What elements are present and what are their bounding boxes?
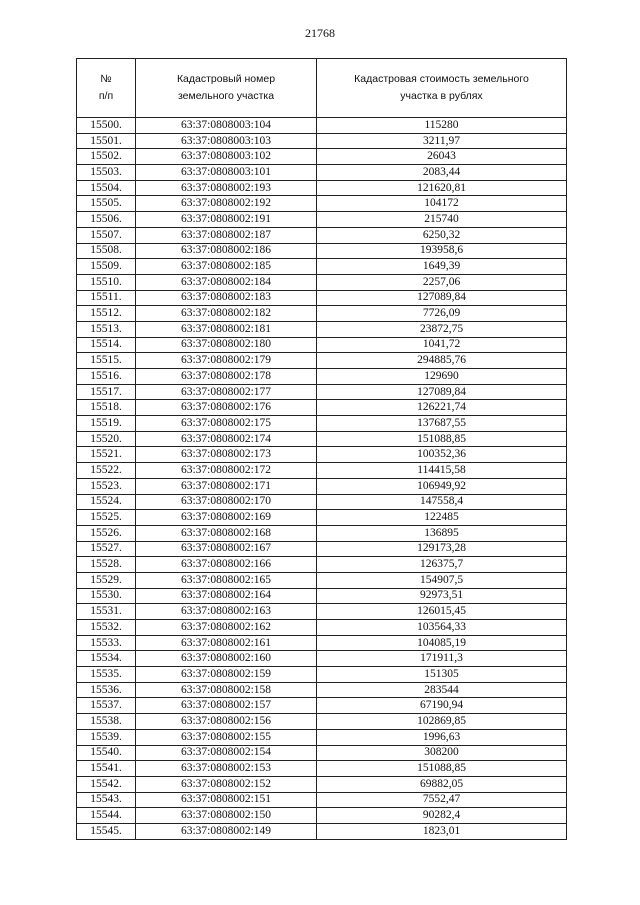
cadastral-value-cell: 283544 bbox=[317, 682, 567, 698]
cadastral-number-cell: 63:37:0808002:169 bbox=[136, 510, 317, 526]
cadastral-number-cell: 63:37:0808002:156 bbox=[136, 714, 317, 730]
table-row bbox=[77, 792, 567, 808]
row-index-cell: 15538. bbox=[77, 714, 136, 730]
table-row bbox=[77, 227, 567, 243]
table-row bbox=[77, 290, 567, 306]
cadastral-value-cell: 126221,74 bbox=[317, 400, 567, 416]
cadastral-value-cell: 193958,6 bbox=[317, 243, 567, 259]
cadastral-value-cell: 1996,63 bbox=[317, 729, 567, 745]
row-index-cell: 15503. bbox=[77, 165, 136, 181]
row-index-cell: 15520. bbox=[77, 431, 136, 447]
table-row bbox=[77, 478, 567, 494]
cadastral-number-cell: 63:37:0808002:181 bbox=[136, 321, 317, 337]
cadastral-number-cell: 63:37:0808002:153 bbox=[136, 761, 317, 777]
cadastral-number-cell: 63:37:0808002:180 bbox=[136, 337, 317, 353]
cadastral-value-cell: 103564,33 bbox=[317, 620, 567, 636]
header-cadastral-number bbox=[136, 59, 317, 118]
cadastral-value-cell: 7552,47 bbox=[317, 792, 567, 808]
table-row bbox=[77, 541, 567, 557]
table-row bbox=[77, 447, 567, 463]
row-index-cell: 15535. bbox=[77, 667, 136, 683]
cadastral-number-cell: 63:37:0808002:158 bbox=[136, 682, 317, 698]
header-cadastral-value-line2: участка в рублях bbox=[400, 90, 483, 102]
table-row bbox=[77, 635, 567, 651]
cadastral-number-cell: 63:37:0808003:103 bbox=[136, 133, 317, 149]
cadastral-number-cell: 63:37:0808002:166 bbox=[136, 557, 317, 573]
cadastral-value-cell: 147558,4 bbox=[317, 494, 567, 510]
cadastral-value-cell: 294885,76 bbox=[317, 353, 567, 369]
row-index-cell: 15527. bbox=[77, 541, 136, 557]
cadastral-number-cell: 63:37:0808002:179 bbox=[136, 353, 317, 369]
header-index bbox=[77, 59, 136, 118]
cadastral-value-cell: 1041,72 bbox=[317, 337, 567, 353]
table-row bbox=[77, 337, 567, 353]
row-index-cell: 15509. bbox=[77, 259, 136, 275]
row-index-cell: 15523. bbox=[77, 478, 136, 494]
table-row bbox=[77, 823, 567, 839]
table-row bbox=[77, 353, 567, 369]
cadastral-value-cell: 126015,45 bbox=[317, 604, 567, 620]
row-index-cell: 15543. bbox=[77, 792, 136, 808]
table-row bbox=[77, 369, 567, 385]
cadastral-value-cell: 69882,05 bbox=[317, 776, 567, 792]
row-index-cell: 15513. bbox=[77, 321, 136, 337]
cadastral-number-cell: 63:37:0808002:171 bbox=[136, 478, 317, 494]
table-row bbox=[77, 196, 567, 212]
table-row bbox=[77, 557, 567, 573]
cadastral-value-cell: 1823,01 bbox=[317, 823, 567, 839]
cadastral-value-cell: 102869,85 bbox=[317, 714, 567, 730]
cadastral-value-cell: 3211,97 bbox=[317, 133, 567, 149]
cadastral-number-cell: 63:37:0808002:151 bbox=[136, 792, 317, 808]
table-row bbox=[77, 306, 567, 322]
row-index-cell: 15514. bbox=[77, 337, 136, 353]
cadastral-value-cell: 129690 bbox=[317, 369, 567, 385]
table-row bbox=[77, 384, 567, 400]
row-index-cell: 15542. bbox=[77, 776, 136, 792]
cadastral-value-cell: 6250,32 bbox=[317, 227, 567, 243]
row-index-cell: 15512. bbox=[77, 306, 136, 322]
cadastral-value-cell: 104085,19 bbox=[317, 635, 567, 651]
cadastral-value-cell: 90282,4 bbox=[317, 808, 567, 824]
cadastral-value-cell: 67190,94 bbox=[317, 698, 567, 714]
row-index-cell: 15526. bbox=[77, 525, 136, 541]
cadastral-number-cell: 63:37:0808002:149 bbox=[136, 823, 317, 839]
cadastral-value-cell: 114415,58 bbox=[317, 463, 567, 479]
cadastral-value-cell: 104172 bbox=[317, 196, 567, 212]
table-row bbox=[77, 118, 567, 134]
table-row bbox=[77, 808, 567, 824]
row-index-cell: 15531. bbox=[77, 604, 136, 620]
cadastral-value-cell: 92973,51 bbox=[317, 588, 567, 604]
row-index-cell: 15510. bbox=[77, 274, 136, 290]
header-index-line2: п/п bbox=[98, 90, 114, 102]
table-row bbox=[77, 431, 567, 447]
table-row bbox=[77, 682, 567, 698]
cadastral-value-cell: 171911,3 bbox=[317, 651, 567, 667]
row-index-cell: 15521. bbox=[77, 447, 136, 463]
row-index-cell: 15500. bbox=[77, 118, 136, 134]
cadastral-number-cell: 63:37:0808002:165 bbox=[136, 572, 317, 588]
cadastral-value-cell: 126375,7 bbox=[317, 557, 567, 573]
table-row bbox=[77, 400, 567, 416]
cadastral-number-cell: 63:37:0808002:155 bbox=[136, 729, 317, 745]
table-row bbox=[77, 620, 567, 636]
table-header bbox=[77, 59, 567, 118]
cadastral-number-cell: 63:37:0808003:101 bbox=[136, 165, 317, 181]
row-index-cell: 15534. bbox=[77, 651, 136, 667]
page-number: 21768 bbox=[305, 26, 335, 40]
row-index-cell: 15519. bbox=[77, 416, 136, 432]
table-row bbox=[77, 761, 567, 777]
cadastral-value-cell: 7726,09 bbox=[317, 306, 567, 322]
table-row bbox=[77, 604, 567, 620]
cadastral-value-cell: 127089,84 bbox=[317, 384, 567, 400]
cadastral-number-cell: 63:37:0808002:174 bbox=[136, 431, 317, 447]
row-index-cell: 15541. bbox=[77, 761, 136, 777]
table-row bbox=[77, 651, 567, 667]
cadastral-value-cell: 215740 bbox=[317, 212, 567, 228]
cadastral-value-cell: 1649,39 bbox=[317, 259, 567, 275]
table-row bbox=[77, 510, 567, 526]
cadastral-value-table bbox=[76, 58, 567, 840]
cadastral-number-cell: 63:37:0808002:154 bbox=[136, 745, 317, 761]
row-index-cell: 15544. bbox=[77, 808, 136, 824]
cadastral-number-cell: 63:37:0808002:167 bbox=[136, 541, 317, 557]
table-row bbox=[77, 212, 567, 228]
cadastral-number-cell: 63:37:0808002:191 bbox=[136, 212, 317, 228]
table-row bbox=[77, 463, 567, 479]
table-row bbox=[77, 133, 567, 149]
row-index-cell: 15529. bbox=[77, 572, 136, 588]
cadastral-value-cell: 127089,84 bbox=[317, 290, 567, 306]
row-index-cell: 15530. bbox=[77, 588, 136, 604]
header-cadastral-value-line1: Кадастровая стоимость земельного bbox=[354, 73, 529, 85]
cadastral-value-cell: 151305 bbox=[317, 667, 567, 683]
cadastral-value-cell: 100352,36 bbox=[317, 447, 567, 463]
cadastral-number-cell: 63:37:0808002:187 bbox=[136, 227, 317, 243]
cadastral-number-cell: 63:37:0808002:161 bbox=[136, 635, 317, 651]
table-row bbox=[77, 259, 567, 275]
header-row bbox=[77, 59, 567, 118]
table-row bbox=[77, 745, 567, 761]
row-index-cell: 15528. bbox=[77, 557, 136, 573]
row-index-cell: 15532. bbox=[77, 620, 136, 636]
header-index-line1: № bbox=[100, 73, 112, 85]
cadastral-value-cell: 308200 bbox=[317, 745, 567, 761]
row-index-cell: 15540. bbox=[77, 745, 136, 761]
cadastral-number-cell: 63:37:0808002:183 bbox=[136, 290, 317, 306]
cadastral-value-cell: 151088,85 bbox=[317, 761, 567, 777]
row-index-cell: 15504. bbox=[77, 180, 136, 196]
cadastral-number-cell: 63:37:0808002:150 bbox=[136, 808, 317, 824]
table-row bbox=[77, 494, 567, 510]
cadastral-number-cell: 63:37:0808002:168 bbox=[136, 525, 317, 541]
table-row bbox=[77, 714, 567, 730]
table-row bbox=[77, 572, 567, 588]
cadastral-number-cell: 63:37:0808002:178 bbox=[136, 369, 317, 385]
cadastral-number-cell: 63:37:0808002:176 bbox=[136, 400, 317, 416]
row-index-cell: 15507. bbox=[77, 227, 136, 243]
row-index-cell: 15515. bbox=[77, 353, 136, 369]
row-index-cell: 15533. bbox=[77, 635, 136, 651]
cadastral-number-cell: 63:37:0808003:102 bbox=[136, 149, 317, 165]
cadastral-number-cell: 63:37:0808002:182 bbox=[136, 306, 317, 322]
table-row bbox=[77, 274, 567, 290]
cadastral-number-cell: 63:37:0808002:159 bbox=[136, 667, 317, 683]
row-index-cell: 15537. bbox=[77, 698, 136, 714]
table-row bbox=[77, 776, 567, 792]
table-body bbox=[77, 118, 567, 840]
cadastral-value-cell: 136895 bbox=[317, 525, 567, 541]
cadastral-number-cell: 63:37:0808002:160 bbox=[136, 651, 317, 667]
row-index-cell: 15502. bbox=[77, 149, 136, 165]
row-index-cell: 15505. bbox=[77, 196, 136, 212]
table-row bbox=[77, 149, 567, 165]
cadastral-number-cell: 63:37:0808002:177 bbox=[136, 384, 317, 400]
header-cadastral-number-line2: земельного участка bbox=[177, 90, 275, 102]
cadastral-value-cell: 115280 bbox=[317, 118, 567, 134]
cadastral-value-cell: 2257,06 bbox=[317, 274, 567, 290]
table-row bbox=[77, 165, 567, 181]
cadastral-value-cell: 137687,55 bbox=[317, 416, 567, 432]
table-row bbox=[77, 243, 567, 259]
table-row bbox=[77, 180, 567, 196]
table-row bbox=[77, 729, 567, 745]
cadastral-value-cell: 121620,81 bbox=[317, 180, 567, 196]
cadastral-value-cell: 26043 bbox=[317, 149, 567, 165]
cadastral-number-cell: 63:37:0808002:192 bbox=[136, 196, 317, 212]
cadastral-value-cell: 23872,75 bbox=[317, 321, 567, 337]
cadastral-number-cell: 63:37:0808002:175 bbox=[136, 416, 317, 432]
row-index-cell: 15517. bbox=[77, 384, 136, 400]
row-index-cell: 15536. bbox=[77, 682, 136, 698]
cadastral-number-cell: 63:37:0808002:162 bbox=[136, 620, 317, 636]
cadastral-number-cell: 63:37:0808002:173 bbox=[136, 447, 317, 463]
row-index-cell: 15511. bbox=[77, 290, 136, 306]
row-index-cell: 15522. bbox=[77, 463, 136, 479]
row-index-cell: 15525. bbox=[77, 510, 136, 526]
cadastral-number-cell: 63:37:0808002:163 bbox=[136, 604, 317, 620]
cadastral-number-cell: 63:37:0808002:170 bbox=[136, 494, 317, 510]
row-index-cell: 15516. bbox=[77, 369, 136, 385]
cadastral-number-cell: 63:37:0808003:104 bbox=[136, 118, 317, 134]
cadastral-number-cell: 63:37:0808002:186 bbox=[136, 243, 317, 259]
row-index-cell: 15501. bbox=[77, 133, 136, 149]
row-index-cell: 15508. bbox=[77, 243, 136, 259]
cadastral-value-cell: 151088,85 bbox=[317, 431, 567, 447]
table-row bbox=[77, 588, 567, 604]
header-cadastral-number-line1: Кадастровый номер bbox=[176, 73, 276, 85]
header-cadastral-value bbox=[317, 59, 567, 118]
table-row bbox=[77, 416, 567, 432]
cadastral-number-cell: 63:37:0808002:185 bbox=[136, 259, 317, 275]
row-index-cell: 15518. bbox=[77, 400, 136, 416]
row-index-cell: 15545. bbox=[77, 823, 136, 839]
row-index-cell: 15524. bbox=[77, 494, 136, 510]
cadastral-value-cell: 154907,5 bbox=[317, 572, 567, 588]
cadastral-number-cell: 63:37:0808002:152 bbox=[136, 776, 317, 792]
cadastral-value-cell: 122485 bbox=[317, 510, 567, 526]
row-index-cell: 15539. bbox=[77, 729, 136, 745]
row-index-cell: 15506. bbox=[77, 212, 136, 228]
table-row bbox=[77, 525, 567, 541]
cadastral-value-cell: 106949,92 bbox=[317, 478, 567, 494]
cadastral-number-cell: 63:37:0808002:193 bbox=[136, 180, 317, 196]
cadastral-number-cell: 63:37:0808002:184 bbox=[136, 274, 317, 290]
cadastral-value-cell: 129173,28 bbox=[317, 541, 567, 557]
cadastral-number-cell: 63:37:0808002:172 bbox=[136, 463, 317, 479]
table-row bbox=[77, 667, 567, 683]
table-row bbox=[77, 321, 567, 337]
table-row bbox=[77, 698, 567, 714]
cadastral-number-cell: 63:37:0808002:164 bbox=[136, 588, 317, 604]
cadastral-value-cell: 2083,44 bbox=[317, 165, 567, 181]
cadastral-number-cell: 63:37:0808002:157 bbox=[136, 698, 317, 714]
